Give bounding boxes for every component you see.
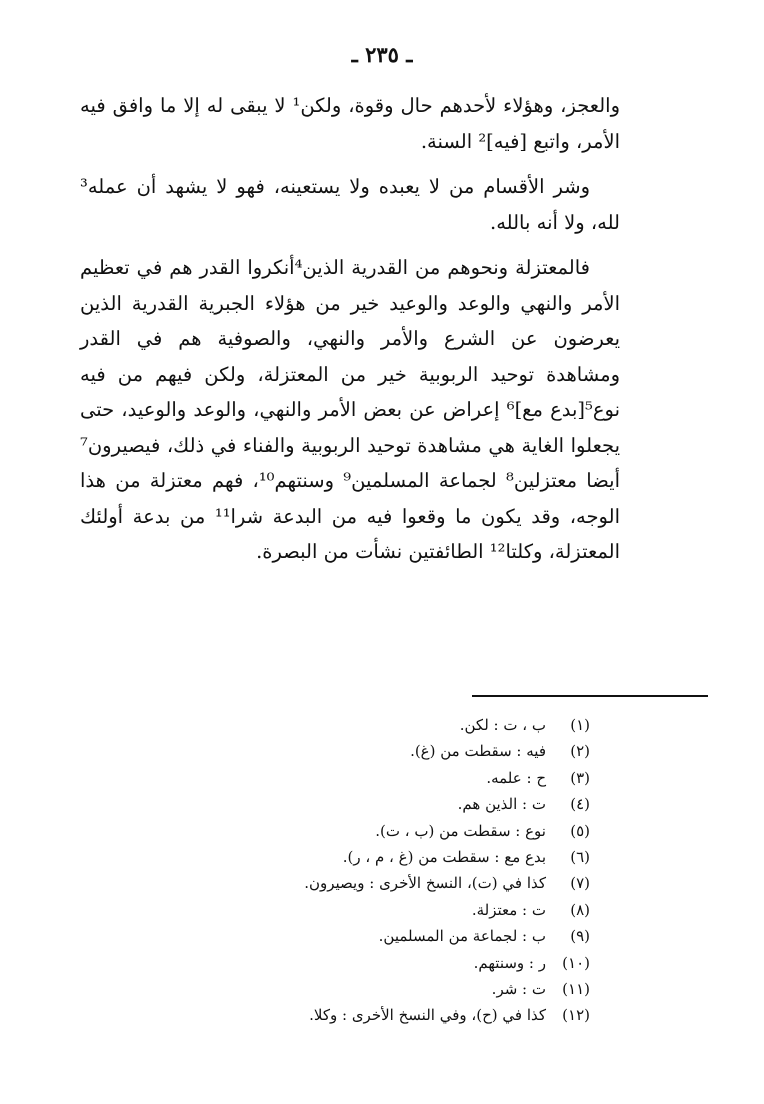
footnote-text: كذا في (ح)، وفي النسخ الأخرى : وكلا. bbox=[309, 1006, 546, 1025]
footnote-number: (٩) bbox=[570, 927, 590, 946]
footnote-number: (٤) bbox=[570, 795, 590, 814]
footnote-number: (١١) bbox=[562, 980, 590, 999]
footnote-item bbox=[100, 976, 590, 1002]
footnote-text: بدع مع : سقطت من (غ ، م ، ر). bbox=[342, 848, 546, 867]
footnote-separator bbox=[472, 695, 708, 697]
footnote-item bbox=[100, 765, 590, 791]
footnote-number: (٨) bbox=[570, 900, 590, 919]
footnote-item bbox=[100, 1002, 590, 1028]
footnote-text: ت : الذين هم. bbox=[457, 795, 546, 814]
page-number: ـ ٢٣٥ ـ bbox=[351, 42, 413, 67]
paragraph-2: وشر الأقسام من لا يعبده ولا يستعينه، فهو لا يشهد أن عمله³ لله، ولا أنه بالله. bbox=[80, 175, 620, 234]
footnote-number: (٢) bbox=[570, 742, 590, 761]
footnote-text: فيه : سقطت من (غ). bbox=[410, 742, 546, 761]
footnote-text: نوع : سقطت من (ب ، ت). bbox=[375, 821, 546, 840]
footnote-item bbox=[100, 897, 590, 923]
paragraph-3: فالمعتزلة ونحوهم من القدرية الذين⁴أنكروا القدر هم في تعظيم الأمر والنهي والوعد والوعيد خير من هؤلاء الجبرية القدرية الذين يعرضون عن الشرع والأمر والنهي، والصوفية هم في القدر ومشاهدة توحيد الربوبية خير من المعتزلة، ولكن فيهم من فيه نوع⁵[بدع مع]⁶ إعراض عن بعض الأمر والنهي، والوعد والوعيد، حتى يجعلوا الغاية هي مشاهدة توحيد الربوبية والفناء في ذلك، فيصيرون⁷ أيضا معتزلين⁸ لجماعة المسلمين⁹ وسنتهم¹⁰، فهم معتزلة من هذا الوجه، وقد يكون ما وقعوا فيه من البدعة شرا¹¹ من بدعة أولئك المعتزلة، وكلتا¹² الطائفتين نشأت من البصرة. bbox=[80, 256, 620, 563]
footnote-text: ح : علمه. bbox=[486, 768, 546, 787]
footnote-number: (١) bbox=[570, 716, 590, 734]
paragraph-1: والعجز، وهؤلاء لأحدهم حال وقوة، ولكن¹ لا يبقى له إلا ما وافق فيه الأمر، واتبع [فيه]² السنة. bbox=[80, 94, 620, 153]
footnote-text: ت : شر. bbox=[491, 980, 546, 999]
footnote-item bbox=[100, 923, 590, 949]
footnote-item bbox=[100, 818, 590, 844]
footnote-number: (٣) bbox=[570, 768, 590, 787]
footnote-number: (٥) bbox=[570, 821, 590, 840]
footnote-item bbox=[100, 950, 590, 976]
footnotes-list bbox=[100, 712, 590, 1029]
footnote-item bbox=[100, 712, 590, 738]
footnote-number: (٦) bbox=[570, 848, 590, 867]
footnote-item bbox=[100, 791, 590, 817]
footnote-item bbox=[100, 870, 590, 896]
footnote-text: ب ، ت : لكن. bbox=[459, 716, 546, 734]
main-text bbox=[80, 88, 620, 580]
footnote-text: ب : لجماعة من المسلمين. bbox=[378, 927, 546, 946]
footnote-item bbox=[100, 844, 590, 870]
footnote-text: ت : معتزلة. bbox=[471, 900, 546, 919]
footnote-number: (١٠) bbox=[562, 953, 590, 972]
footnote-number: (٧) bbox=[570, 874, 590, 893]
footnote-text: ر : وسنتهم. bbox=[473, 953, 546, 972]
footnote-number: (١٢) bbox=[562, 1006, 590, 1025]
footnote-item bbox=[100, 738, 590, 764]
footnote-text: كذا في (ت)، النسخ الأخرى : ويصيرون. bbox=[304, 874, 546, 893]
